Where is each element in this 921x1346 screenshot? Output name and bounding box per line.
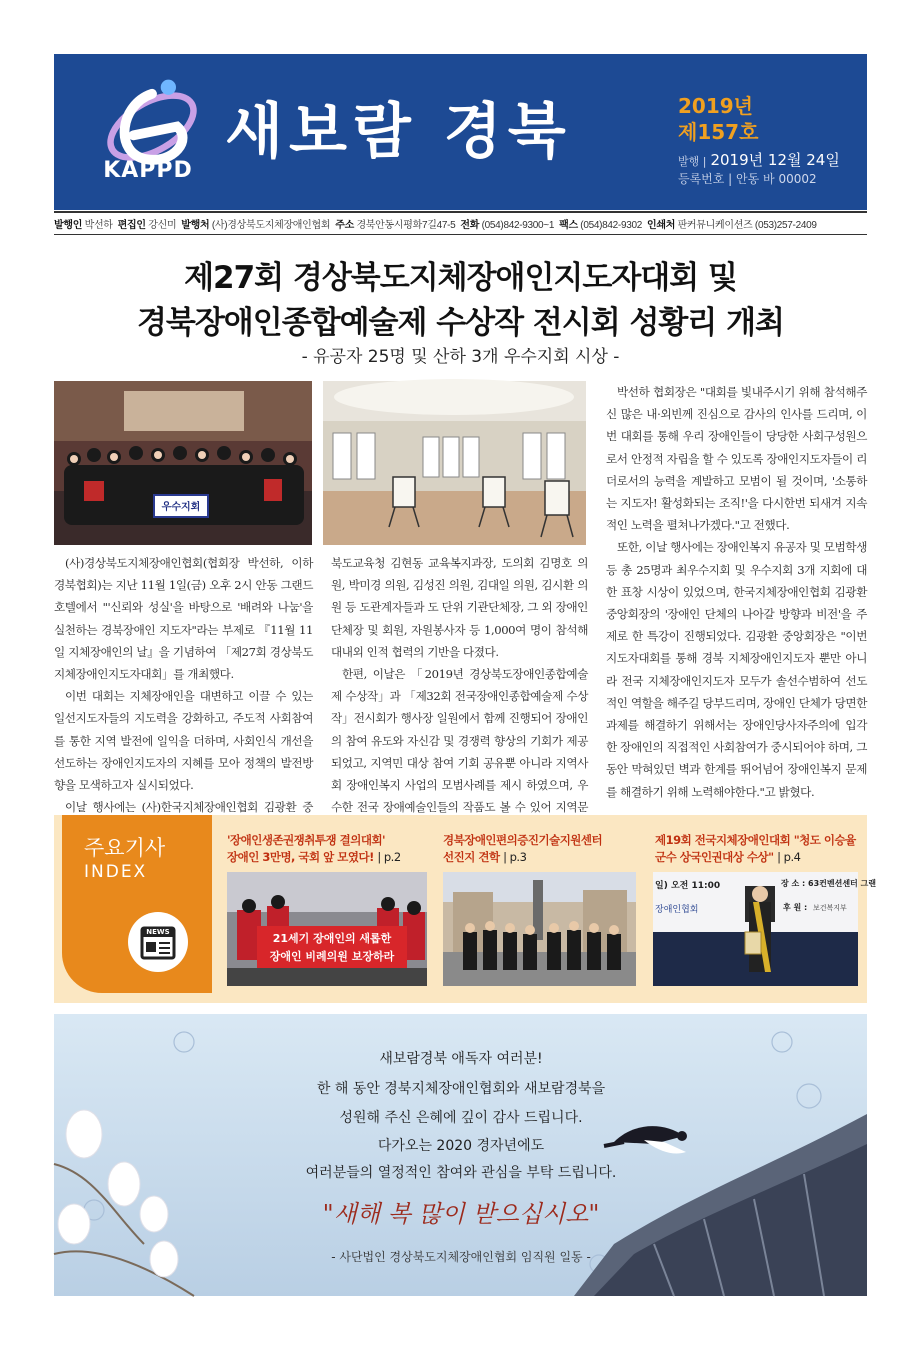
phone-label: 전화 <box>460 220 480 231</box>
greeting-line-2: 한 해 동안 경북지체장애인협회와 새보람경북을 <box>316 1081 606 1097</box>
index-item-2-page: | p.3 <box>503 850 527 864</box>
award-sign-sponsor: 보건복지부 <box>813 904 847 912</box>
publisher-line <box>54 216 867 231</box>
news-badge-text: NEWS <box>146 928 170 936</box>
rally-banner-line-2: 장애인 비례의원 보장하라 <box>269 950 395 963</box>
article-paragraph: (사)경상북도지체장애인협회(협회장 박선하, 이하 경북협회)는 지난 11월 1일(금) 오후 2시 안동 그랜드호텔에서 "'신뢰와 성실'을 바탕으로 '배려와 나눔'을 실천하는 경북장애인 지도자"라는 부제로 『11월 11일 지체장애인의 날』을 기념하여 「제27회 경상북도지체장애인지도자대회」를 개최했다. <box>54 556 313 682</box>
new-year-greeting <box>54 1014 867 1296</box>
index-item-2-headline[interactable] <box>443 832 643 866</box>
article-column-3 <box>606 381 867 803</box>
award-sign-sponsor-label: 후 원 : <box>783 903 808 912</box>
subheadline: - 유공자 25명 및 산하 3개 우수지회 시상 - <box>301 347 620 367</box>
index-item-3-page: | p.4 <box>777 850 801 864</box>
index-photo-rally[interactable] <box>227 872 427 986</box>
photo-sign-text: 우수지회 <box>161 502 201 513</box>
index-item-1-headline[interactable] <box>227 832 427 866</box>
paper-title: 새보람 경북 <box>225 97 572 167</box>
index-title: 주요기사 <box>84 836 166 860</box>
published-date-value: 2019년 12월 24일 <box>710 151 840 169</box>
publisher-rule <box>54 234 867 235</box>
article-paragraph: 이날 행사에는 (사)한국지체장애인협회 김광환 중 <box>65 800 313 815</box>
article-paragraph: 북도교육청 김현동 교육복지과장, 도의회 김명호 의원, 박미경 의원, 김성진 의원, 김대일 의원, 김시환 의원 등 도관계자들과 도 단위 기관단체장, 그 외 장애인단체장 및 회원, 자원봉사자 등 1,000여 명이 참석해 대내외 인적 협력의 기반을 다졌다. <box>331 556 588 659</box>
index-photo-award[interactable] <box>653 872 877 986</box>
article-column-2 <box>331 552 588 841</box>
address-value: 경북안동시평화7길47-5 <box>356 220 456 231</box>
rally-banner-line-1: 21세기 장애인의 새롭한 <box>272 932 392 945</box>
issuer-label: 발행처 <box>181 220 210 231</box>
printer-value: 판커뮤니케이션즈 (053)257-2409 <box>677 220 817 231</box>
fax-value: (054)842-9302 <box>580 220 643 231</box>
published-date <box>678 149 840 170</box>
headline-line-1: 제27회 경상북도지체장애인지도자대회 및 <box>184 260 737 296</box>
published-label: 발행 | <box>678 155 707 168</box>
index-photo-field-trip[interactable] <box>443 872 636 986</box>
index-item-1-line-1: '장애인생존권쟁취투쟁 결의대회' <box>227 833 386 847</box>
index-item-1-line-2 <box>227 849 427 866</box>
article-paragraph: 또한, 이날 행사에는 장애인복지 유공자 및 모범학생 등 총 25명과 최우수지회 및 우수지회 3개 지회에 대한 표창 시상이 있었으며, 한국지체장애인협회 김광환 중앙회장의 '장애인 단체의 나아갈 방향과 비전'을 주제로 한 특강이 진행되었다. 김광환 중앙회장은 "이번 지도자대회를 통해 경북 지체장애인지도자 뿐만 아니라 전국 지체장애인지도자 모두가 솔선수범하여 선도적인 역할을 해주길 당부드리며, 장애인 단체가 당면한 과제를 해결하기 위해서는 장애인당사자주의에 입각한 장애인의 직접적인 사회참여가 중시되어야 하며, 그동안 막혀있던 벽과 한계를 뛰어넘어 장애인복지 문제를 해결하기 위해 노력해야한다."고 밝혔다. <box>606 540 867 799</box>
editor-label: 편집인 <box>117 220 146 231</box>
headline-line-2: 경북장애인종합예술제 수상작 전시회 성황리 개최 <box>136 305 785 341</box>
photo-group-award <box>54 381 312 545</box>
index-item-3-line-1: 제19회 전국지체장애인대회 "청도 이승율 <box>655 833 856 847</box>
index-item-3-line-2-text: 군수 상국인권대상 수상" <box>655 850 774 864</box>
fax-label: 팩스 <box>559 220 578 231</box>
index-item-2-line-1: 경북장애인편의증진기술지원센터 <box>443 833 603 847</box>
greeting-line-5: 여러분들의 열정적인 참여와 관심을 부탁 드립니다. <box>305 1165 617 1181</box>
masthead-rule <box>54 211 867 213</box>
issuer-name: (사)경상북도지체장애인협회 <box>211 220 331 231</box>
article-column-1 <box>54 552 313 841</box>
publisher-name: 박선하 <box>84 220 113 231</box>
index-item-2-line-2 <box>443 849 643 866</box>
phone-value: (054)842-9300~1 <box>481 220 555 231</box>
editor-name: 강신미 <box>148 220 177 231</box>
issue-year: 2019년 <box>678 94 753 118</box>
greeting-signature: - 사단법인 경상북도지체장애인협회 임직원 일동 - <box>331 1250 591 1264</box>
award-sign-org: 장애인협회 <box>655 905 699 915</box>
printer-label: 인쇄처 <box>646 220 676 231</box>
index-item-2-line-2-text: 선진지 견학 <box>443 850 500 864</box>
address-label: 주소 <box>335 220 354 231</box>
index-item-1-page: | p.2 <box>377 850 401 864</box>
award-sign-time: 일) 오전 11:00 <box>655 881 721 891</box>
index-item-3-line-2 <box>655 849 870 866</box>
logo-text: KAPPD <box>103 158 193 183</box>
photo-exhibition <box>323 381 586 545</box>
award-sign-venue: 장 소 : 63컨벤션센터 그랜 <box>781 879 877 888</box>
index-item-1-line-2-text: 장애인 3만명, 국회 앞 모였다! <box>227 850 374 864</box>
greeting-line-4: 다가오는 2020 경자년에도 <box>377 1138 545 1154</box>
news-icon <box>128 912 188 972</box>
index-subtitle: INDEX <box>84 862 148 882</box>
article-paragraph: 이번 대회는 지체장애인을 대변하고 이끌 수 있는 일선지도자들의 지도력을 강화하고, 주도적 사회참여를 통한 지역 발전에 일익을 더하며, 사회인식 개선을 선도하는 장애인지도자의 지혜를 모아 정책의 발전방향을 모색하고자 실시되었다. <box>54 689 313 793</box>
issue-number: 제157호 <box>678 120 759 144</box>
registration-number: 등록번호 | 안동 바 00002 <box>678 172 817 186</box>
greeting-script: "새해 복 많이 받으십시오" <box>322 1200 600 1228</box>
index-item-3-headline[interactable] <box>655 832 870 866</box>
greeting-line-3: 성원해 주신 은혜에 깊이 감사 드립니다. <box>339 1110 583 1126</box>
publisher-label: 발행인 <box>54 220 83 231</box>
greeting-line-1: 새보람경북 애독자 여러분! <box>379 1051 543 1067</box>
article-paragraph: 한편, 이날은 「2019년 경상북도장애인종합예술제 수상작」과 「제32회 전국장애인종합예술제 수상작」전시회가 행사장 일원에서 함께 진행되어 장애인의 참여 유도와 자신감 및 경쟁력 향상의 기회가 제공 되었고, 지역민 대상 참여 기회 공유뿐 아니라 지역사회 장애인복지 사업의 모범사례를 제시 하였으며, 우수한 전국 장애예술인들의 작품도 볼 수 있어 지역문 <box>331 667 588 815</box>
article-paragraph: 박선하 협회장은 "대회를 빛내주시기 위해 참석해주신 많은 내·외빈께 진심으로 감사의 인사를 드리며, 이번 대회를 통해 우리 장애인들이 당당한 사회구성원으로서 안정적 자립을 할 수 있도록 장애인지도자들이 리더로서의 능력을 계발하고 모범이 될 것이며, '소통하는 지도자! 활성화되는 조직!'을 다시한번 되새겨 지속적인 노력을 펼쳐나가겠다."고 전했다. <box>606 385 867 533</box>
